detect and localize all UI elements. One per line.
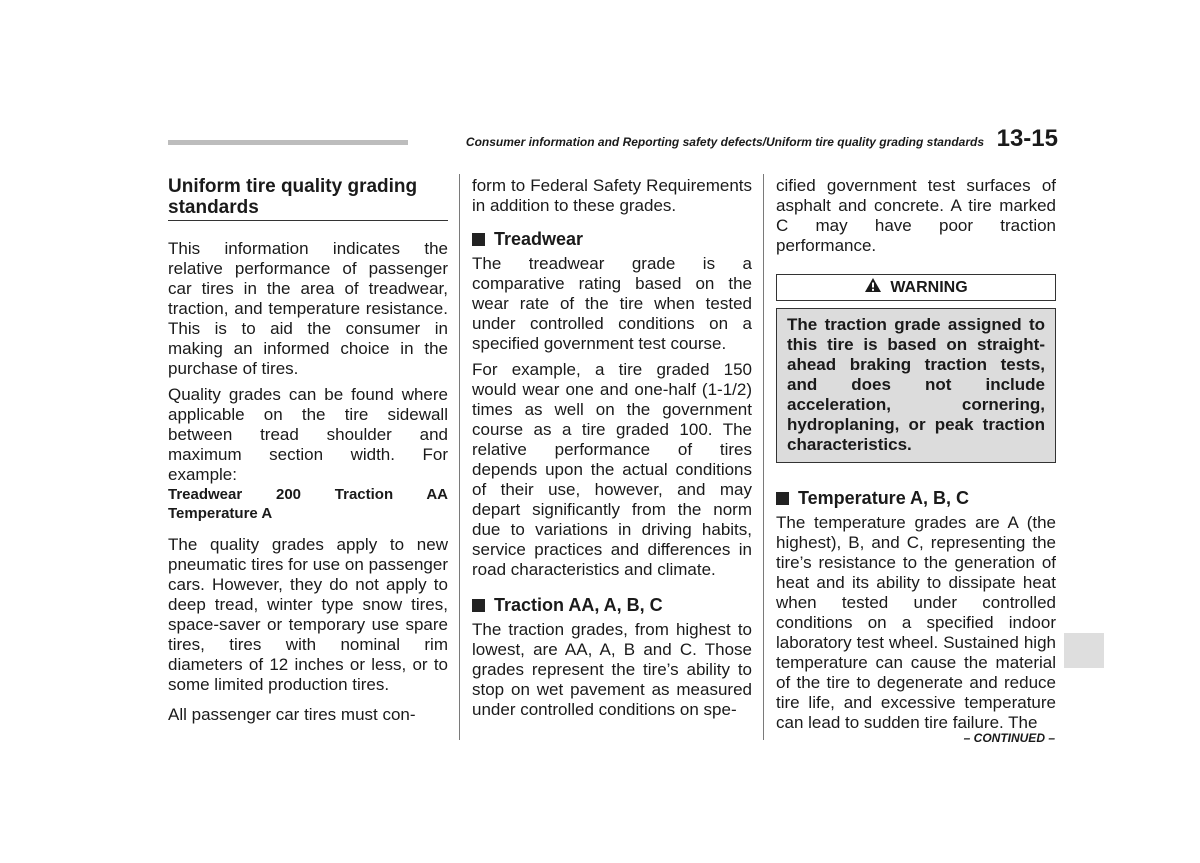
running-header: Consumer information and Reporting safety defects/Uniform tire quality grading standards: [465, 135, 984, 149]
square-bullet-icon: [472, 599, 485, 612]
chapter-thumb-tab: [1064, 633, 1104, 668]
warning-triangle-icon: [864, 277, 882, 298]
warning-box: [776, 308, 1056, 463]
paragraph: cified government test surfaces of asphalt and concrete. A tire marked C may have poor traction performance.: [776, 176, 1056, 255]
header-rule: [168, 140, 408, 145]
subheading-temperature: [776, 487, 1056, 509]
column-divider: [459, 174, 460, 740]
column-1: [168, 176, 448, 725]
warning-text: The traction grade assigned to this tire is based on straight-ahead braking traction tests, and does not include acceleration, cornering, hydroplaning, or peak traction characteristics.: [787, 315, 1045, 454]
paragraph: This information indicates the relative performance of passenger car tires in the area of treadwear, traction, and temperature resistance. This is to aid the consumer in making an informed choice in the purchase of tires.: [168, 239, 448, 378]
subheading-treadwear: [472, 228, 752, 250]
subheading-label: Treadwear: [494, 229, 584, 249]
paragraph: For example, a tire graded 150 would wear one and one-half (1-1/2) times as well on the government course as a tire graded 100. The relative performance of tires depends upon the actual conditions of their use, however, and may depart significantly from the norm due to variations in driving habits, service practices and differences in road characteristics and climate.: [472, 360, 752, 579]
paragraph: All passenger car tires must con-: [168, 705, 416, 724]
page-number: 13-15: [996, 125, 1058, 152]
section-title-line: Uniform tire quality grading: [168, 176, 418, 197]
square-bullet-icon: [472, 233, 485, 246]
continued-marker: – CONTINUED –: [963, 731, 1055, 745]
subheading-traction: [472, 594, 752, 616]
paragraph: The treadwear grade is a comparative rating based on the wear rate of the tire when tested under controlled conditions on a specified government test course.: [472, 254, 752, 353]
subheading-label: Temperature A, B, C: [798, 488, 970, 508]
grade-example: Treadwear 200 Traction AA Temperature A: [168, 486, 448, 522]
subheading-label: Traction AA, A, B, C: [494, 595, 663, 615]
paragraph: The quality grades apply to new pneumatic tires for use on passenger cars. However, they do not apply to deep tread, winter type snow tires, space-saver or temporary use spare tires, tires with nominal rim diameters of 12 inches or less, or to some limited production tires.: [168, 535, 448, 694]
warning-label: [776, 274, 1056, 301]
column-divider: [763, 174, 764, 740]
paragraph: The temperature grades are A (the highest), B, and C, representing the tire’s resistance to the generation of heat and its ability to dissipate heat when tested under controlled conditions on a specified indoor laboratory test wheel. Sustained high temperature can cause the material of the tire to degenerate and reduce tire life, and excessive temperature can lead to sudden tire failure. The: [776, 513, 1056, 732]
paragraph: The traction grades, from highest to lowest, are AA, A, B and C. Those grades represent the tire’s ability to stop on wet pavement as measured under controlled conditions on spe-: [472, 620, 752, 719]
paragraph: form to Federal Safety Requirements in addition to these grades.: [472, 176, 752, 215]
warning-label-text: WARNING: [890, 278, 968, 296]
section-title-line: standards: [168, 197, 259, 218]
square-bullet-icon: [776, 492, 789, 505]
column-2: [472, 176, 752, 720]
section-title: [168, 176, 448, 221]
paragraph: Quality grades can be found where applicable on the tire sidewall between tread shoulder and maximum section width. For example:: [168, 385, 448, 484]
column-3: [776, 176, 1056, 733]
